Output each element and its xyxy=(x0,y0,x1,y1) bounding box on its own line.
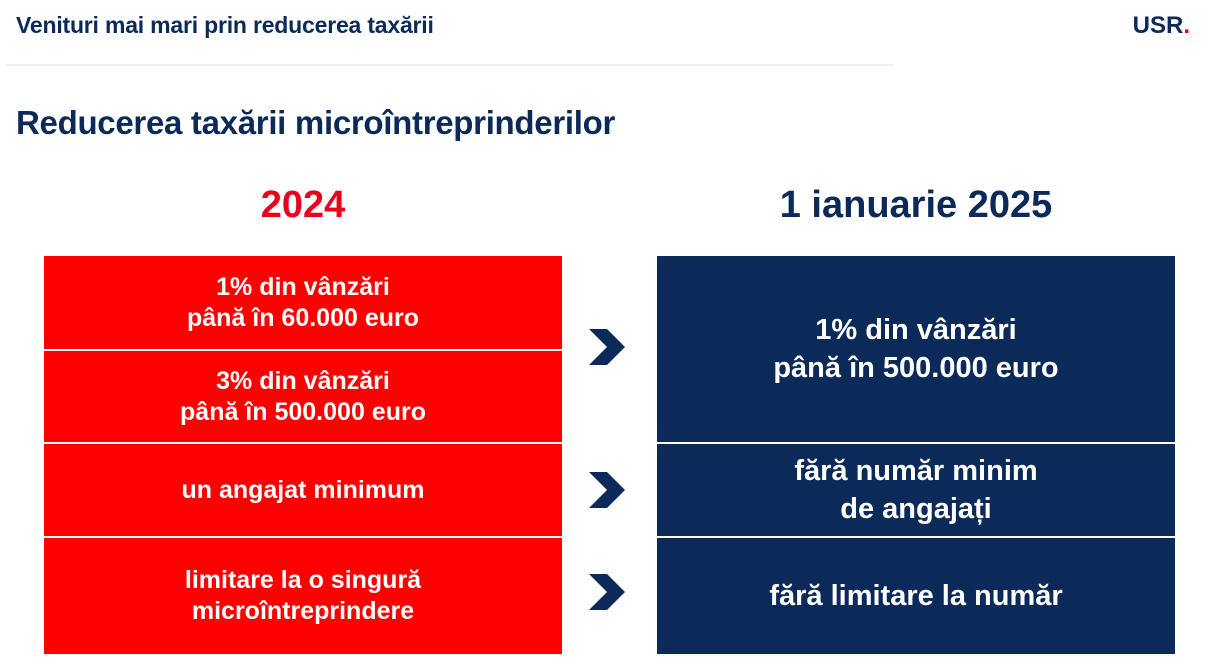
before-item-single-microenterprise: limitare la o singură microîntreprindere xyxy=(44,538,562,654)
slide-title: Reducerea taxării microîntreprinderilor xyxy=(16,104,616,141)
chevron-right-icon xyxy=(585,468,629,512)
usr-logo xyxy=(1133,12,1190,40)
logo-text: USR xyxy=(1132,12,1184,39)
logo-dot: . xyxy=(1183,12,1190,39)
chevron-right-icon xyxy=(585,570,629,614)
header-title: Venituri mai mari prin reducerea taxării xyxy=(16,12,434,38)
chevron-right-icon xyxy=(585,325,629,369)
before-column-heading: 2024 xyxy=(260,184,346,226)
after-item-no-limit: fără limitare la număr xyxy=(657,538,1175,654)
header-divider xyxy=(6,64,894,66)
before-item-sales-500k: 3% din vânzări până în 500.000 euro xyxy=(44,351,562,442)
after-item-no-minimum-employees: fără număr minim de angajați xyxy=(657,444,1175,536)
after-item-sales-500k: 1% din vânzări până în 500.000 euro xyxy=(657,256,1175,442)
after-column-heading: 1 ianuarie 2025 xyxy=(779,184,1053,226)
before-item-sales-60k: 1% din vânzări până în 60.000 euro xyxy=(44,256,562,349)
before-item-employee-minimum: un angajat minimum xyxy=(44,444,562,536)
